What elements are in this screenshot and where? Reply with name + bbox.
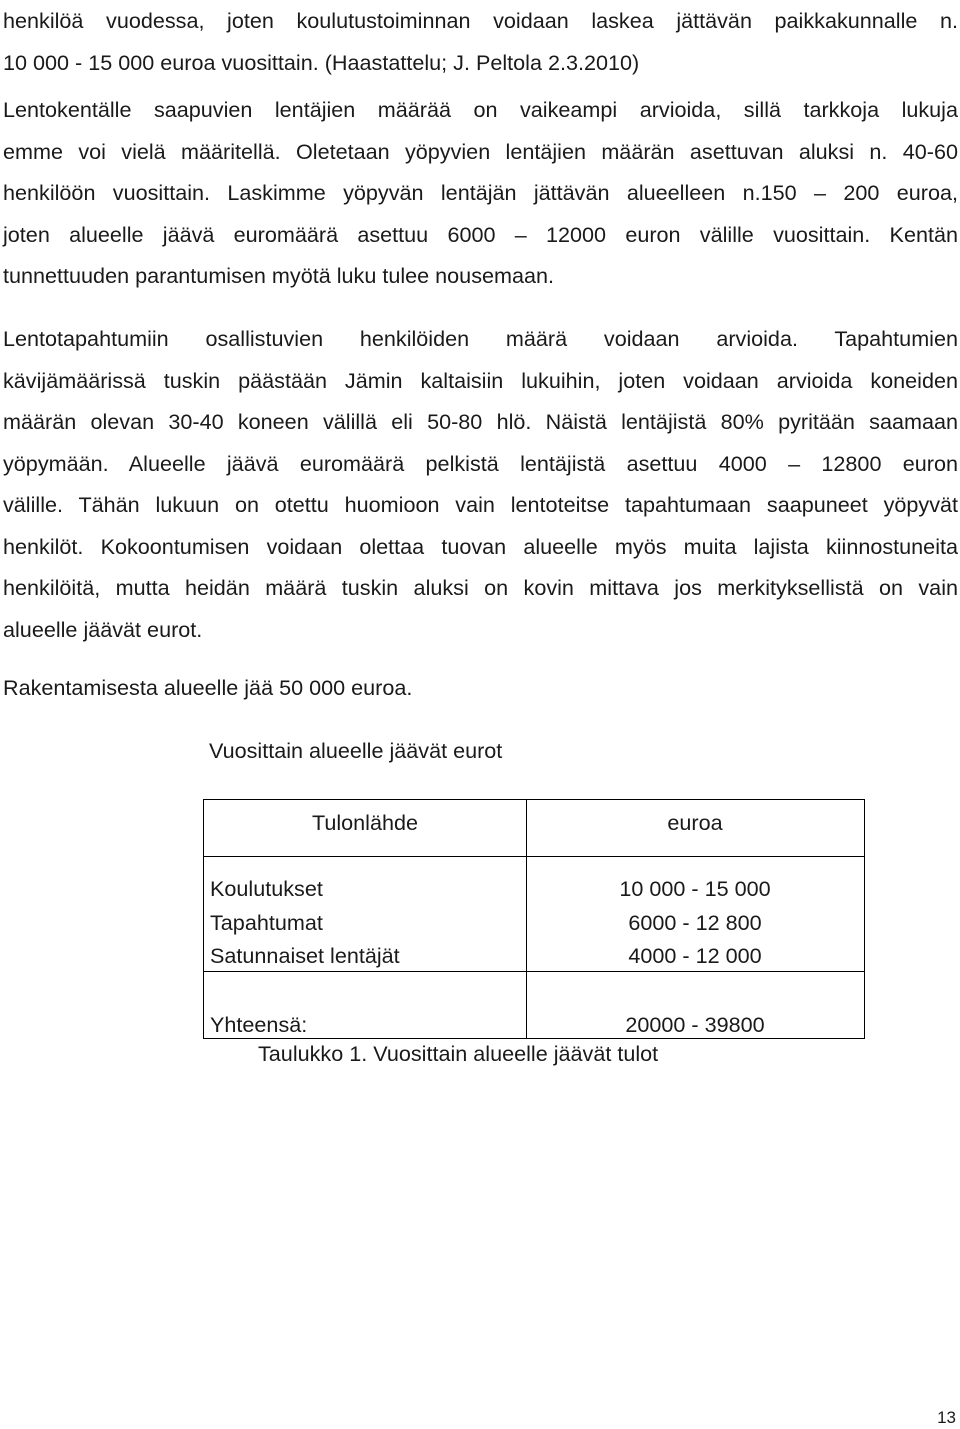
text-line: 10 000 - 15 000 euroa vuosittain. (Haastattelu; J. Peltola 2.3.2010): [3, 49, 640, 75]
table-caption: Taulukko 1. Vuosittain alueelle jäävät tulot: [258, 1041, 659, 1066]
table-total-divider: [204, 971, 864, 972]
text-line: joten alueelle jäävä euromäärä asettuu 6000 – 12000 euron välille vuosittain. Kentän: [3, 221, 958, 247]
text-line: välille. Tähän lukuun on otettu huomioon vain lentoteitse tapahtumaan saapuneet yöpyvät: [3, 492, 958, 517]
table-cell-amount: 6000 - 12 800: [628, 910, 762, 935]
table-cell-source: Tapahtumat: [210, 910, 323, 935]
table-cell-source: Koulutukset: [210, 876, 323, 901]
text-line: määrän olevan 30-40 koneen välillä eli 50-80 hlö. Näistä lentäjistä 80% pyritään saamaan: [3, 409, 958, 434]
text-line: henkilöä vuodessa, joten koulutustoiminnan voidaan laskea jättävän paikkakunnalle n.: [3, 8, 958, 33]
text-line: alueelle jäävät eurot.: [3, 616, 203, 642]
text-line: Lentotapahtumiin osallistuvien henkilöiden määrä voidaan arvioida. Tapahtumien: [3, 326, 958, 351]
page-number: 13: [937, 1408, 956, 1427]
table-header-source: Tulonlähde: [311, 810, 419, 835]
paragraph-pilots: [3, 89, 958, 297]
paragraph-construction: [3, 667, 958, 709]
text-line: Lentokentälle saapuvien lentäjien määrää on vaikeampi arvioida, sillä tarkkoja lukuja: [3, 97, 958, 122]
income-table: [203, 799, 865, 1039]
table-header-divider: [204, 856, 864, 857]
text-line: Rakentamisesta alueelle jää 50 000 euroa.: [3, 675, 413, 700]
table-cell-source: Satunnaiset lentäjät: [210, 943, 400, 968]
paragraph-training: [3, 0, 958, 83]
table-header-euros: euroa: [667, 810, 723, 835]
table-cell-amount: 10 000 - 15 000: [619, 876, 771, 901]
text-line: emme voi vielä määritellä. Oletetaan yöpyvien lentäjien määrän asettuvan aluksi n. 40-60: [3, 138, 958, 164]
text-line: kävijämäärissä tuskin päästään Jämin kaltaisiin lukuihin, joten voidaan arvioida koneiden: [3, 367, 958, 393]
table-total-label: Yhteensä:: [210, 1012, 308, 1037]
text-line: yöpymään. Alueelle jäävä euromäärä pelkistä lentäjistä asettuu 4000 – 12800 euron: [3, 450, 958, 476]
paragraph-events: [3, 318, 958, 650]
table-cell-amount: 4000 - 12 000: [628, 943, 762, 968]
text-line: tunnettuuden parantumisen myötä luku tulee nousemaan.: [3, 263, 555, 288]
text-line: henkilöitä, mutta heidän määrä tuskin aluksi on kovin mittava jos merkityksellistä on vain: [3, 575, 958, 600]
text-line: henkilöön vuosittain. Laskimme yöpyvän lentäjän jättävän alueelleen n.150 – 200 euroa,: [3, 180, 958, 205]
table-total-value: 20000 - 39800: [625, 1012, 765, 1037]
text-line: henkilöt. Kokoontumisen voidaan olettaa tuovan alueelle myös muita lajista kiinnostuneita: [3, 533, 958, 559]
table-title: Vuosittain alueelle jäävät eurot: [209, 738, 503, 763]
